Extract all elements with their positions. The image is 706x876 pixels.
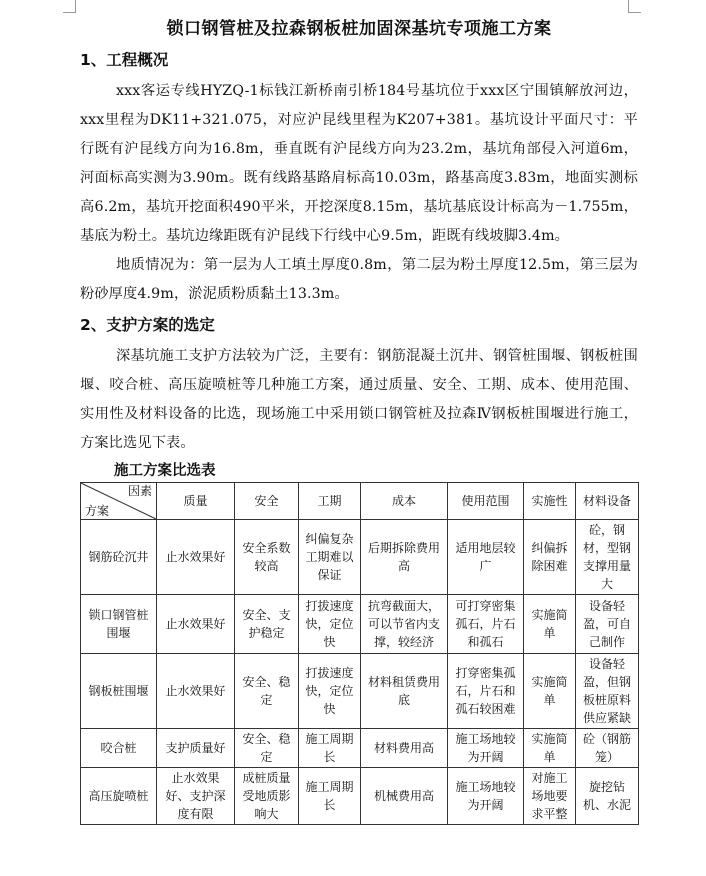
table-cell: 止水效果好、支护深度有限 [157, 768, 235, 825]
table-corner-cell [81, 483, 157, 520]
table-cell: 后期拆除费用高 [361, 520, 448, 595]
table-cell: 材料费用高 [361, 729, 448, 768]
document-page [80, 14, 638, 825]
table-cell: 适用地层较广 [448, 520, 524, 595]
table-cell: 设备轻盈，但钢板桩原料供应紧缺 [576, 654, 639, 729]
table-cell: 旋挖钻机、水泥 [576, 768, 639, 825]
table-row [81, 768, 639, 825]
corner-label-plan: 方案 [85, 504, 110, 518]
table-cell: 止水效果好 [157, 654, 235, 729]
table-cell: 打穿密集孤石，片石和孤石较困难 [448, 654, 524, 729]
table-header-row [81, 483, 639, 520]
table-cell: 对施工场地要求平整 [524, 768, 576, 825]
table-row [81, 729, 639, 768]
table-row [81, 520, 639, 595]
table-cell: 砼（钢筋笼） [576, 729, 639, 768]
table-cell: 安全、支护稳定 [235, 595, 299, 654]
header-cell: 成本 [361, 483, 448, 520]
table-cell: 支护质量好 [157, 729, 235, 768]
row-label-cell: 咬合桩 [81, 729, 157, 768]
row-label-cell: 钢筋砼沉井 [81, 520, 157, 595]
table-cell: 设备轻盈，可自己制作 [576, 595, 639, 654]
table-cell: 止水效果好 [157, 595, 235, 654]
section-heading-support-plan: 2、支护方案的选定 [80, 316, 215, 334]
table-cell: 砼，钢材，型钢支撑用量大 [576, 520, 639, 595]
table-cell: 成桩质量受地质影响大 [235, 768, 299, 825]
header-cell: 实施性 [524, 483, 576, 520]
overview-paragraph-1: xxx客运专线HYZQ-1标钱江新桥南引桥184号基坑位于xxx区宁围镇解放河边，xxx里程为DK11+321.075，对应沪昆线里程为K207+381。基坑设计平面尺寸：平行既有沪昆线方向为16.8m，垂直既有沪昆线方向为23.2m，基坑角部侵入河道6m，河面标高实测为3.90m。既有线路基路肩标高10.03m，路基高度3.83m，地面实测标高6.2m，基坑开挖面积490平米，开挖深度8.15m，基坑基底设计标高为－1.755m，基底为粉土。基坑边缘距既有沪昆线下行线中心9.5m，距既有线坡脚3.4m。 [80, 83, 638, 244]
row-label-cell: 高压旋喷桩 [81, 768, 157, 825]
table-cell: 施工场地较为开阔 [448, 729, 524, 768]
table-cell: 抗弯截面大，可以节省内支撑，较经济 [361, 595, 448, 654]
table-caption: 施工方案比选表 [114, 463, 216, 479]
table-cell: 实施简单 [524, 654, 576, 729]
table-cell: 实施简单 [524, 729, 576, 768]
table-cell: 纠偏拆除困难 [524, 520, 576, 595]
section-heading-overview: 1、工程概况 [80, 51, 169, 69]
table-cell: 施工周期长 [299, 729, 361, 768]
table-cell: 可打穿密集孤石，片石和孤石 [448, 595, 524, 654]
table-cell: 机械费用高 [361, 768, 448, 825]
table-cell: 打拔速度快，定位快 [299, 654, 361, 729]
support-plan-paragraph: 深基坑施工支护方法较为广泛，主要有：钢筋混凝土沉井、钢管桩围堰、钢板桩围堰、咬合桩、高压旋喷桩等几种施工方案，通过质量、安全、工期、成本、使用范围、实用性及材料设备的比选，现场施工中采用锁口钢管桩及拉森Ⅳ钢板桩围堰进行施工，方案比选见下表。 [80, 348, 638, 451]
table-row [81, 595, 639, 654]
document-title: 锁口钢管桩及拉森钢板桩加固深基坑专项施工方案 [166, 19, 552, 39]
table-cell: 安全、稳定 [235, 729, 299, 768]
table-cell: 安全、稳定 [235, 654, 299, 729]
row-label-cell: 钢板桩围堰 [81, 654, 157, 729]
table-cell: 安全系数较高 [235, 520, 299, 595]
table-cell: 纠偏复杂工期难以保证 [299, 520, 361, 595]
overview-paragraph-2: 地质情况为：第一层为人工填土厚度0.8m，第二层为粉土厚度12.5m，第三层为粉砂厚度4.9m，淤泥质粉质黏土13.3m。 [80, 257, 638, 302]
comparison-table [80, 482, 639, 825]
header-cell: 材料设备 [576, 483, 639, 520]
table-row [81, 654, 639, 729]
table-cell: 止水效果好 [157, 520, 235, 595]
row-label-cell: 锁口钢管桩围堰 [81, 595, 157, 654]
table-cell: 打拔速度快，定位快 [299, 595, 361, 654]
header-cell: 安全 [235, 483, 299, 520]
table-cell: 施工场地较为开阔 [448, 768, 524, 825]
header-cell: 工期 [299, 483, 361, 520]
margin-corner-mark-right [628, 0, 641, 13]
header-cell: 质量 [157, 483, 235, 520]
table-cell: 施工周期长 [299, 768, 361, 825]
margin-corner-mark-left [63, 0, 76, 13]
corner-label-factor: 因素 [127, 484, 152, 498]
table-cell: 材料租赁费用底 [361, 654, 448, 729]
table-cell: 实施简单 [524, 595, 576, 654]
header-cell: 使用范围 [448, 483, 524, 520]
